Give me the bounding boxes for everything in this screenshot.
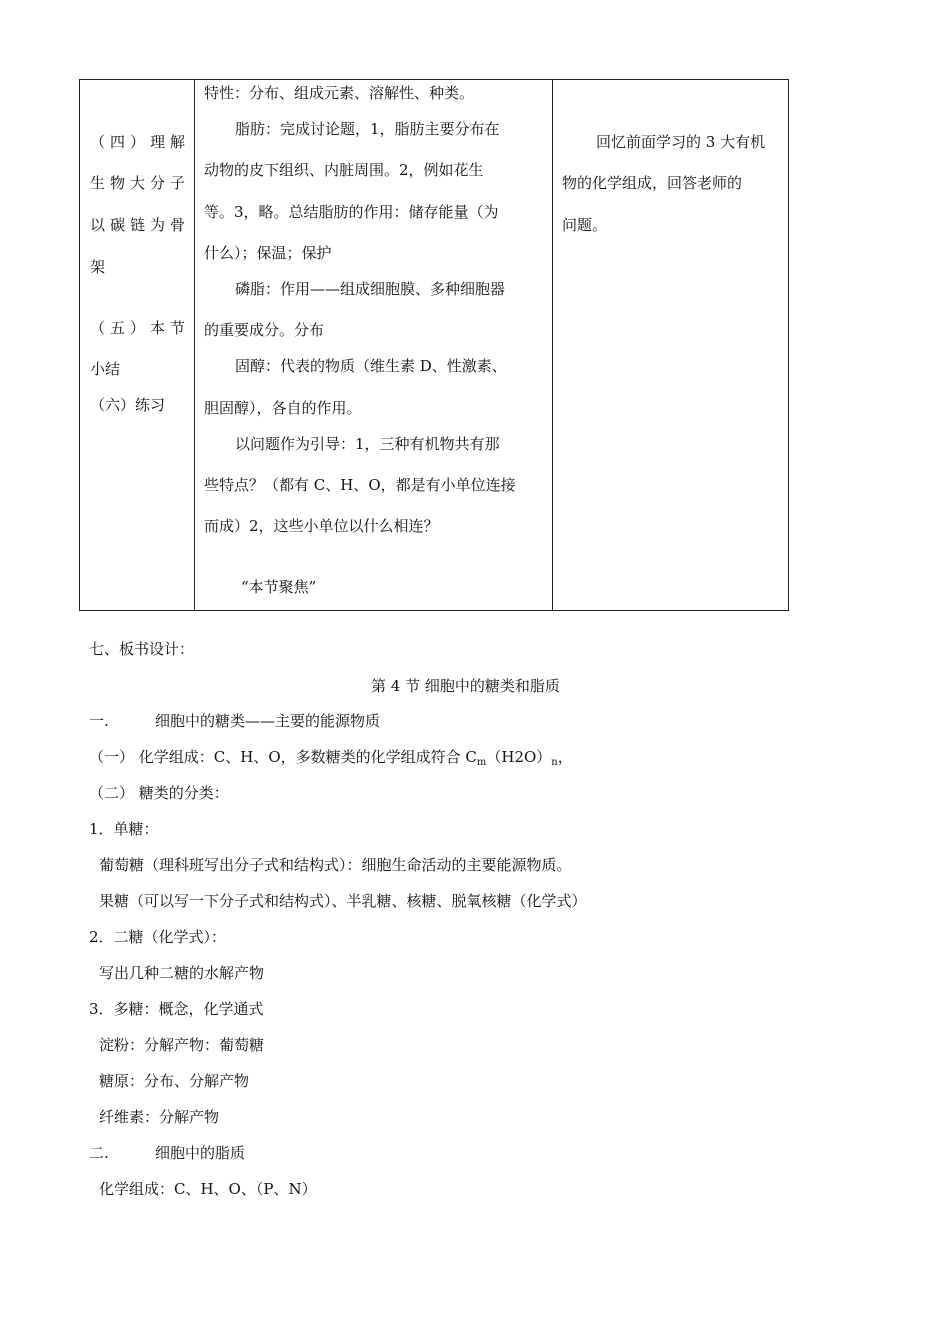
objective-cell (80, 80, 195, 611)
section-1-composition (89, 747, 573, 773)
col3-line-1: 回忆前面学习的 3 大有机 (596, 133, 766, 151)
polysaccharide-glycogen: 糖原：分布、分解产物 (99, 1072, 250, 1090)
subscript-m: m (476, 757, 487, 768)
section-1-title: 细胞中的糖类——主要的能源物质 (155, 712, 381, 730)
subscript-n: n (551, 757, 558, 768)
col2-line-7: 的重要成分。分布 (204, 321, 325, 339)
col1-line-5: （五）本节 (90, 319, 191, 337)
col1-line-3: 以碳链为骨 (90, 216, 191, 234)
col2-line-2: 脂肪：完成讨论题，1，脂肪主要分布在 (235, 120, 500, 138)
composition-text: （一） 化学组成：C、H、O，多数糖类的化学组成符合 C (89, 748, 477, 766)
col2-line-9: 胆固醇），各自的作用。 (204, 399, 362, 417)
col1-line-4: 架 (90, 258, 106, 276)
board-title: 第 4 节 细胞中的糖类和脂质 (371, 677, 560, 695)
col2-line-12: 而成）2，这些小单位以什么相连？ (204, 517, 439, 535)
section-2-composition: 化学组成：C、H、O、（P、N） (99, 1180, 317, 1198)
col2-line-1: 特性：分布、组成元素、溶解性、种类。 (204, 84, 475, 102)
col2-line-5: 什么）；保温；保护 (204, 244, 332, 262)
col2-line-8: 固醇：代表的物质（维生素 D、性激素、 (235, 357, 507, 375)
board-heading: 七、板书设计： (89, 640, 195, 658)
col1-line-6: 小结 (90, 360, 121, 378)
col2-line-4: 等。3，略。总结脂肪的作用：储存能量（为 (204, 203, 499, 221)
polysaccharide-starch: 淀粉：分解产物：葡萄糖 (99, 1036, 265, 1054)
teacher-activity-cell (195, 80, 553, 611)
section-2-title: 细胞中的脂质 (155, 1144, 246, 1162)
disaccharide-heading: 2．二糖（化学式）： (89, 928, 227, 946)
col1-line-2: 生物大分子 (90, 174, 191, 192)
col3-line-3: 问题。 (562, 216, 608, 234)
col2-line-11: 些特点？（都有 C、H、O，都是有小单位连接 (204, 476, 516, 494)
monosaccharide-glucose: 葡萄糖（理科班写出分子式和结构式）：细胞生命活动的主要能源物质。 (99, 856, 572, 874)
col2-line-13: “本节聚焦” (241, 578, 317, 596)
disaccharide-hydrolysis: 写出几种二糖的水解产物 (99, 964, 265, 982)
section-1-classification: （二） 糖类的分类： (89, 784, 229, 802)
col2-line-3: 动物的皮下组织、内脏周围。2，例如花生 (204, 161, 484, 179)
section-2-number: 二. (89, 1144, 109, 1162)
composition-end: ， (557, 748, 573, 766)
col2-line-10: 以问题作为引导：1，三种有机物共有那 (235, 435, 500, 453)
polysaccharide-heading: 3．多糖：概念，化学通式 (89, 1000, 264, 1018)
student-activity-cell (553, 80, 789, 611)
col2-line-6: 磷脂：作用——组成细胞膜、多种细胞器 (235, 280, 506, 298)
col1-line-7: （六）练习 (90, 396, 166, 414)
monosaccharide-heading: 1．单糖： (89, 820, 159, 838)
col3-line-2: 物的化学组成，回答老师的 (562, 174, 743, 192)
polysaccharide-cellulose: 纤维素：分解产物 (99, 1108, 220, 1126)
col1-line-1: （四）理解 (90, 133, 191, 151)
section-1-number: 一. (89, 712, 109, 730)
monosaccharide-others: 果糖（可以写一下分子式和结构式）、半乳糖、核糖、脱氧核糖（化学式） (99, 892, 587, 910)
lesson-plan-table (79, 79, 789, 611)
composition-formula: （H2O） (486, 748, 552, 766)
